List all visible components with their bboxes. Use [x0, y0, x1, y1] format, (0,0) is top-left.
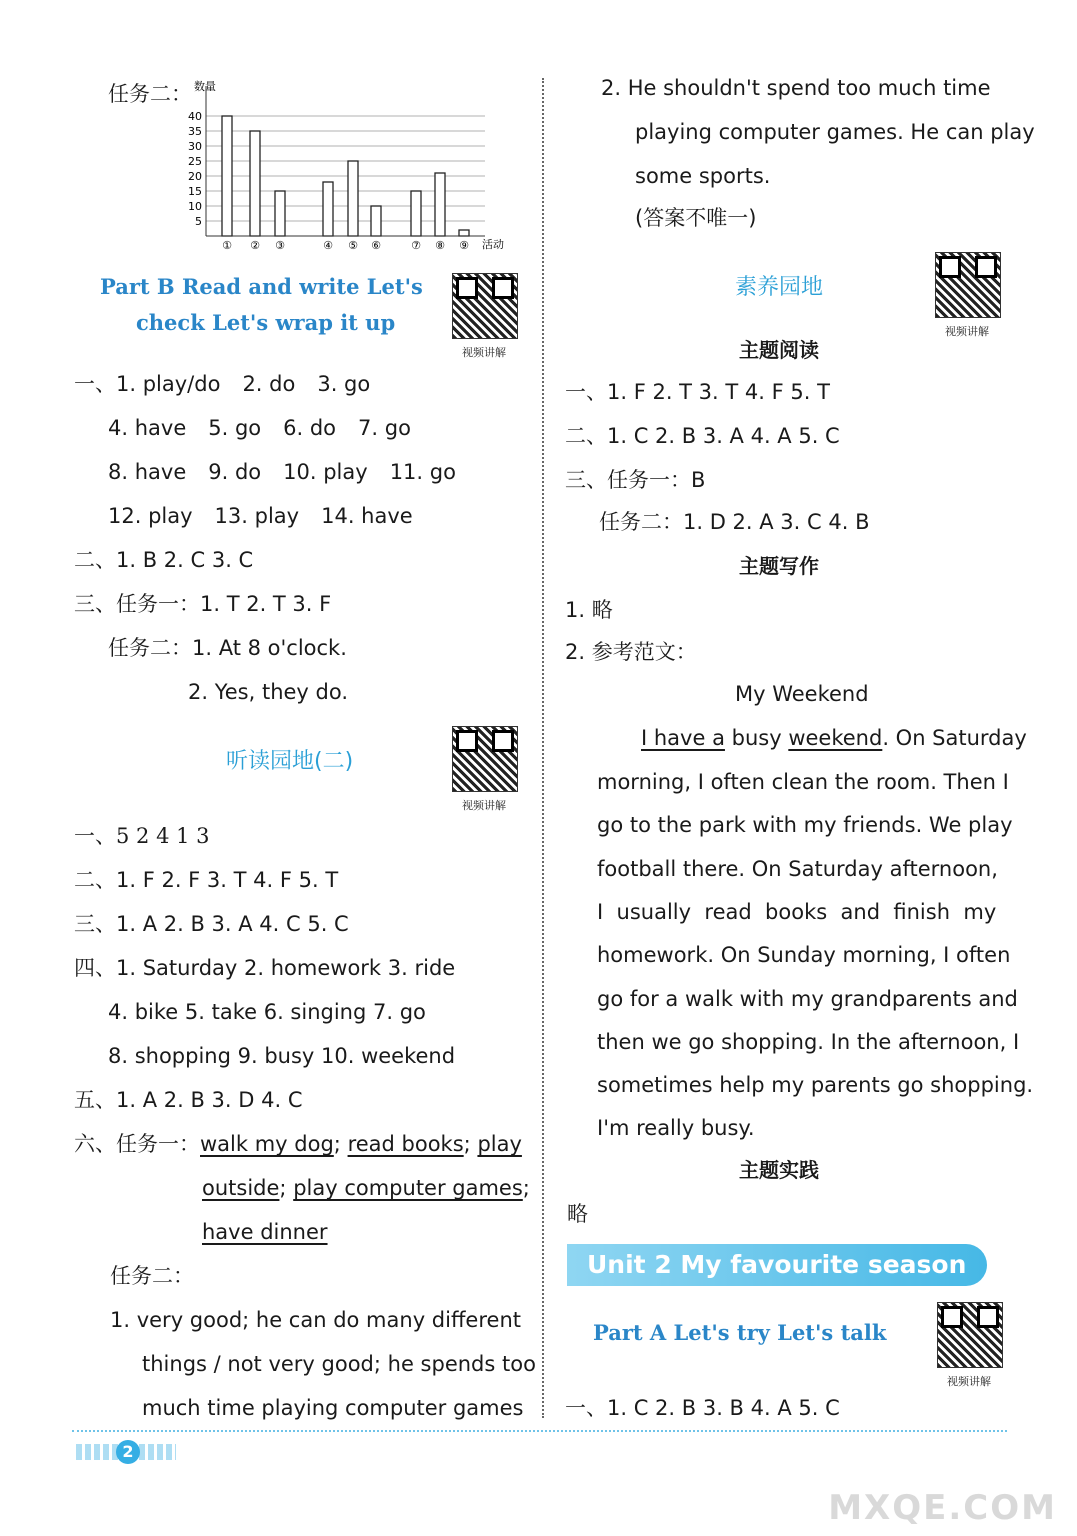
answer-row: 1. 略 [565, 598, 613, 622]
answer-row: outside; play computer games; [202, 1176, 530, 1200]
answer-row: 4. have 5. go 6. do 7. go [108, 416, 411, 440]
answer-row: 8. shopping 9. busy 10. weekend [108, 1044, 456, 1068]
subheading-reading: 主题阅读 [739, 338, 819, 362]
answer-row: 2. Yes, they do. [188, 680, 349, 704]
answer-row: 12. play 13. play 14. have [108, 504, 413, 528]
essay-line: I usually read books and finish my [597, 899, 997, 924]
qr-caption: 视频讲解 [947, 1375, 991, 1388]
answer-row: things / not very good; he spends too [142, 1352, 536, 1376]
answer-row: 四、1. Saturday 2. homework 3. ride [74, 956, 456, 980]
answer-row: 一、5 2 4 1 3 [74, 824, 210, 848]
essay-line: homework. On Sunday morning, I often [597, 943, 1011, 968]
chart-bar [411, 191, 421, 236]
chart-bar [222, 116, 232, 236]
chart-xtick-label: ② [250, 239, 260, 252]
answer-row: 2. 参考范文： [565, 640, 697, 664]
part-a-title: Part A Let's try Let's talk [593, 1320, 887, 1345]
chart-xtick-label: ⑤ [348, 239, 358, 252]
essay-line: I'm really busy. [597, 1116, 755, 1141]
qr-caption: 视频讲解 [462, 799, 506, 812]
answer-row: 三、1. A 2. B 3. A 4. C 5. C [74, 912, 349, 936]
chart-bar [459, 230, 469, 236]
qr-code-icon[interactable] [937, 1302, 1003, 1368]
subheading-writing: 主题写作 [739, 554, 819, 578]
answer-row: 略 [567, 1202, 588, 1226]
chart-xtick-label: ④ [323, 239, 333, 252]
chart-xtick-label: ⑦ [411, 239, 421, 252]
answer-row: (答案不唯一) [635, 206, 757, 230]
qr-code-icon[interactable] [935, 252, 1001, 318]
essay-title: My Weekend [735, 682, 869, 706]
answer-row: 一、1. play/do 2. do 3. go [74, 372, 371, 396]
answer-row: some sports. [635, 164, 771, 188]
watermark: MXQE.COM [828, 1488, 1057, 1528]
answer-row: much time playing computer games [142, 1396, 524, 1420]
answer-row: 三、任务一：1. T 2. T 3. F [74, 592, 332, 616]
answer-row: 任务二： [110, 1264, 194, 1288]
section-title-suyang: 素养园地 [735, 275, 824, 300]
answer-row: 一、1. F 2. T 3. T 4. F 5. T [565, 380, 830, 404]
chart-xtick-label: ⑥ [371, 239, 381, 252]
subheading-practice: 主题实践 [739, 1158, 819, 1182]
answer-row: 二、1. C 2. B 3. A 4. A 5. C [565, 424, 840, 448]
chart-bar [250, 131, 260, 236]
answer-row: 任务二：1. D 2. A 3. C 4. B [599, 510, 870, 534]
footer-divider [72, 1430, 1007, 1432]
chart-bar [435, 173, 445, 236]
essay-line: sometimes help my parents go shopping. [597, 1073, 1034, 1098]
chart-xtick-label: ③ [275, 239, 285, 252]
chart-xtick-label: ⑨ [459, 239, 469, 252]
chart-xtick-label: ① [222, 239, 232, 252]
chart-bar [275, 191, 285, 236]
chart-ytick-label: 25 [188, 155, 202, 168]
qr-code-icon[interactable] [452, 726, 518, 792]
page-number: 2 [116, 1440, 140, 1464]
chart-ytick-label: 10 [188, 200, 202, 213]
chart-bar [371, 206, 381, 236]
chart-ytick-label: 40 [188, 110, 202, 123]
answer-row: have dinner [202, 1220, 328, 1244]
answer-row: 二、1. B 2. C 3. C [74, 548, 254, 572]
chart-ytick-label: 15 [188, 185, 202, 198]
chart-bar [348, 161, 358, 236]
answer-row: 8. have 9. do 10. play 11. go [108, 460, 456, 484]
qr-caption: 视频讲解 [945, 325, 989, 338]
part-b-title-line2: check Let's wrap it up [136, 310, 396, 335]
essay-line: morning, I often clean the room. Then I [597, 770, 1009, 794]
answer-row: playing computer games. He can play [635, 120, 1035, 144]
section-title-tingdu: 听读园地(二) [226, 749, 354, 774]
essay-line: go for a walk with my grandparents and [597, 986, 1018, 1011]
answer-row: 2. He shouldn't spend too much time [601, 76, 991, 100]
bar-chart [180, 78, 520, 256]
essay-line: go to the park with my friends. We play [597, 813, 1013, 838]
chart-xtick-label: ⑧ [435, 239, 445, 252]
part-b-title-line1: Part B Read and write Let's [100, 274, 423, 299]
unit-banner: Unit 2 My favourite season [567, 1244, 987, 1286]
answer-row: 六、任务一：walk my dog; read books; play [74, 1132, 522, 1156]
answer-row: 1. very good; he can do many different [110, 1308, 521, 1332]
answer-row: 二、1. F 2. F 3. T 4. F 5. T [74, 868, 339, 892]
answer-row: 三、任务一：B [565, 468, 706, 492]
qr-code-icon[interactable] [452, 273, 518, 339]
essay-line: football there. On Saturday afternoon, [597, 856, 998, 881]
chart-ytick-label: 5 [195, 215, 202, 228]
chart-ytick-label: 30 [188, 140, 202, 153]
qr-caption: 视频讲解 [462, 346, 506, 359]
answer-row: 五、1. A 2. B 3. D 4. C [74, 1088, 303, 1112]
answer-row: 4. bike 5. take 6. singing 7. go [108, 1000, 426, 1024]
chart-bar [323, 182, 333, 236]
chart-ytick-label: 20 [188, 170, 202, 183]
chart-ylabel: 数量 [194, 80, 216, 93]
essay-line: then we go shopping. In the afternoon, I [597, 1029, 1020, 1054]
essay-line: I have a busy weekend. On Saturday [641, 726, 1027, 750]
answer-row: 任务二：1. At 8 o'clock. [108, 636, 347, 660]
chart-ytick-label: 35 [188, 125, 202, 138]
column-divider [542, 78, 544, 1418]
chart-xlabel: 活动 [482, 238, 504, 251]
answer-row: 一、1. C 2. B 3. B 4. A 5. C [565, 1396, 840, 1420]
task2-label: 任务二： [108, 82, 192, 106]
